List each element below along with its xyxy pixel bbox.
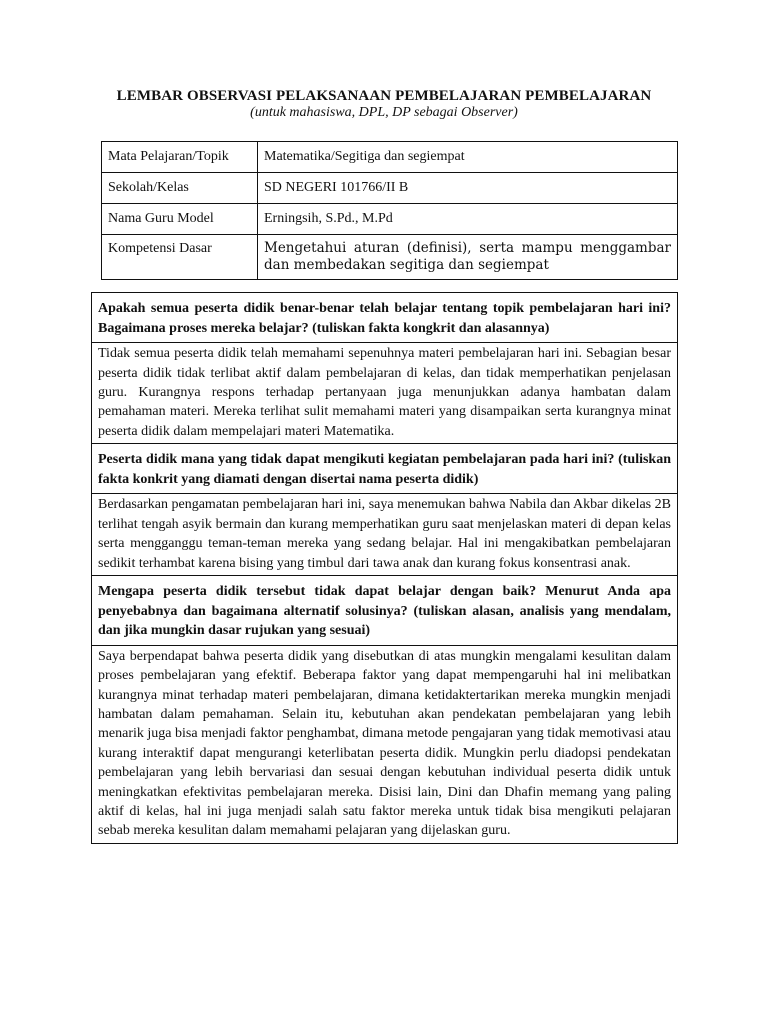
info-value: Erningsih, S.Pd., M.Pd xyxy=(258,204,678,235)
info-row-teacher xyxy=(102,204,678,235)
question-3: Mengapa peserta didik tersebut tidak dapat belajar dengan baik? Menurut Anda apa penyebabnya dan bagaimana alternatif solusinya? (tuliskan alasan, analisis yang mendalam, dan jika mungkin dasar rujukan yang sesuai) xyxy=(92,576,677,646)
info-label: Sekolah/Kelas xyxy=(102,173,258,204)
info-value: SD NEGERI 101766/II B xyxy=(258,173,678,204)
info-label: Nama Guru Model xyxy=(102,204,258,235)
info-row-competency xyxy=(102,235,678,280)
info-value: Matematika/Segitiga dan segiempat xyxy=(258,142,678,173)
answer-2: Berdasarkan pengamatan pembelajaran hari ini, saya menemukan bahwa Nabila dan Akbar dikelas 2B terlihat tengah asyik bermain dan kurang memperhatikan guru saat menjelaskan materi di depan kelas serta mengganggu teman-teman mereka yang sedang belajar. Hal ini mengakibatkan pembelajaran sedikit terhambat karena bising yang timbul dari tawa anak dan kurang fokus konsentrasi anak. xyxy=(92,494,677,576)
page-title: LEMBAR OBSERVASI PELAKSANAAN PEMBELAJARAN PEMBELAJARAN xyxy=(116,88,652,104)
info-label: Mata Pelajaran/Topik xyxy=(102,142,258,173)
info-row-subject xyxy=(102,142,678,173)
info-value xyxy=(258,235,678,280)
observation-table xyxy=(91,292,678,844)
info-table xyxy=(101,141,678,280)
answer-3: Saya berpendapat bahwa peserta didik yang disebutkan di atas mungkin mengalami kesulitan dalam proses pembelajaran yang efektif. Beberapa faktor yang dapat mempengaruhi hal ini melibatkan kurangnya minat terhadap materi pembelajaran, dimana ketidaktertarikan mereka mungkin menjadi hambatan dalam pemahaman. Selain itu, kebutuhan akan pendekatan pembelajaran yang lebih menarik juga bisa menjadi faktor penghambat, dimana metode pengajaran yang tidak memotivasi atau kurang interaktif dapat mengurangi keterlibatan peserta didik. Mungkin perlu diadopsi pendekatan pembelajaran yang lebih bervariasi dan sesuai dengan kebutuhan individual peserta didik untuk meningkatkan efektivitas pembelajaran mereka. Disisi lain, Dini dan Dhafin memang yang paling aktif di kelas, hal ini juga menjadi salah satu faktor mereka untuk tidak bisa mengikuti pelajaran sebab mereka kesulitan dalam memahami pelajaran yang dijelaskan guru. xyxy=(98,648,671,839)
question-1: Apakah semua peserta didik benar-benar telah belajar tentang topik pembelajaran hari ini? Bagaimana proses mereka belajar? (tuliskan fakta kongkrit dan alasannya) xyxy=(92,293,677,343)
competency-text: Mengetahui aturan (definisi), serta mampu menggambar dan membedakan segitiga dan segiempat xyxy=(264,240,671,273)
question-2: Peserta didik mana yang tidak dapat mengikuti kegiatan pembelajaran pada hari ini? (tuliskan fakta konkrit yang diamati dengan disertai nama peserta didik) xyxy=(92,444,677,494)
info-label: Kompetensi Dasar xyxy=(102,235,258,280)
answer-1: Tidak semua peserta didik telah memahami sepenuhnya materi pembelajaran hari ini. Sebagian besar peserta didik tidak terlibat aktif dalam pembelajaran di kelas, dan tidak memperhatikan penjelasan guru. Kurangnya respons terhadap pertanyaan juga menunjukkan adanya hambatan dalam pemahaman materi. Mereka terlihat sulit memahami materi yang disampaikan serta kurangnya minat peserta didik dalam mempelajari materi Matematika. xyxy=(92,343,677,444)
info-row-school xyxy=(102,173,678,204)
page-subtitle: (untuk mahasiswa, DPL, DP sebagai Observer) xyxy=(250,105,518,120)
